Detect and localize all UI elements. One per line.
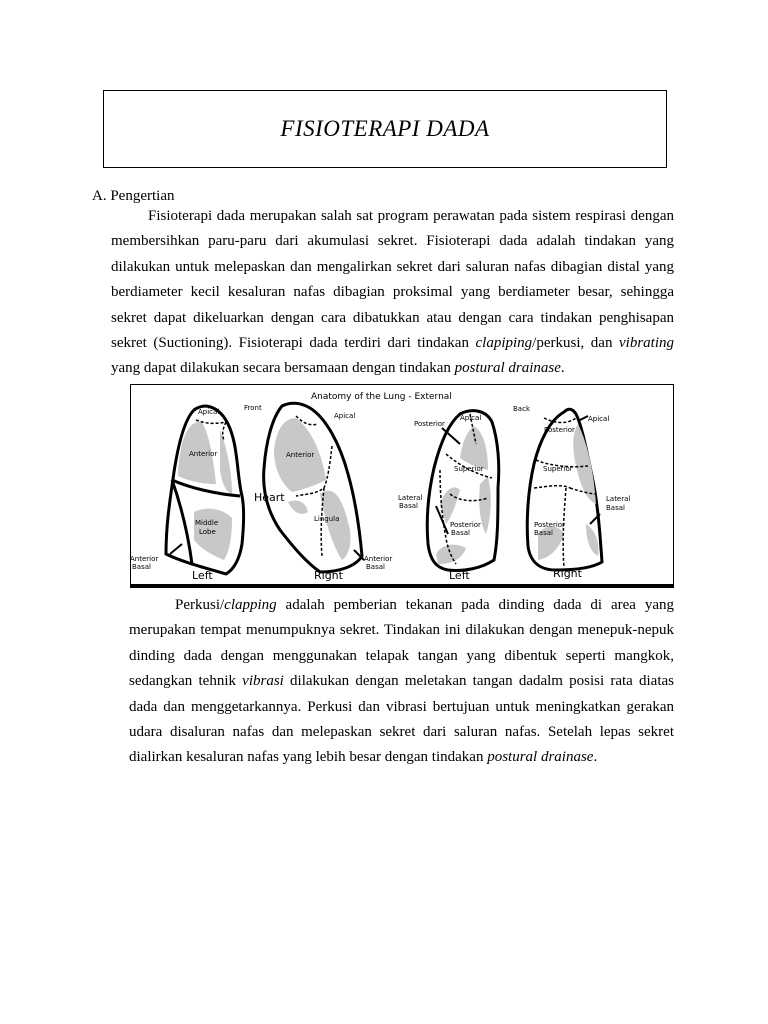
italic-term: postural drainase: [454, 360, 561, 377]
italic-term: vibrating: [619, 335, 675, 352]
label-posterior-basal-right-1: Posterior: [534, 521, 565, 529]
label-anterior-basal-left-1: Anterior: [130, 555, 159, 563]
label-heart: Heart: [254, 491, 285, 504]
label-middle: Middle: [195, 519, 219, 527]
label-posterior-back-left: Posterior: [414, 420, 445, 428]
label-posterior-basal-right-2: Basal: [534, 529, 553, 537]
label-basal-back-left: Basal: [399, 502, 418, 510]
text-run: Perkusi/: [175, 597, 225, 613]
label-apical-back-right: Apical: [588, 415, 610, 423]
label-lateral-back-right: Lateral: [606, 495, 631, 503]
text-run: Fisioterapi dada merupakan salah sat program perawatan pada sistem respirasi dengan membersihkan paru-paru dari akumulasi sekret. Fisioterapi dada adalah tindakan yang dilakukan untuk melepaskan dan mengalirkan sekret dari saluran nafas dibagian distal yang berdiameter kecil kesaluran nafas dibagian proksimal yang berdiameter besar, sehingga sekret dapat dikeluarkan dengan cara dibatukkan atau dengan cara tindakan penghisapan sekret (Suctioning). Fisioterapi dada terdiri dari tindakan: [111, 208, 674, 352]
lung-anatomy-figure: [130, 384, 674, 588]
document-title: FISIOTERAPI DADA: [280, 116, 490, 141]
text-run: yang dapat dilakukan secara bersamaan dengan tindakan: [111, 360, 455, 377]
paragraph-definition: [111, 204, 674, 382]
label-apical-back-left: Apical: [460, 414, 482, 422]
lung-anatomy-svg: [130, 384, 674, 588]
label-left-front: Left: [192, 569, 213, 582]
figure-title: Anatomy of the Lung - External: [311, 392, 452, 402]
italic-term: postural drainase: [487, 749, 594, 766]
label-basal-back-right: Basal: [606, 504, 625, 512]
label-anterior-basal-left-2: Basal: [132, 563, 151, 571]
label-right-back: Right: [553, 567, 582, 580]
text-run: dilakukan dengan meletakan tangan dadalm posisi rata diatas dada dan menggetarkannya. Perkusi dan vibrasi bertujuan untuk meningkatkan gerakan udara disaluran nafas dan melepaskan sekret dari saluran nafas. Setelah lepas sekret dialirkan kesaluran nafas yang lebih besar dengan tindakan: [129, 673, 674, 766]
label-lingula: Lingula: [314, 515, 340, 523]
label-anterior-front-right: Anterior: [286, 451, 315, 459]
text-run: /perkusi, dan: [532, 335, 620, 352]
text-run: adalah pemberian tekanan pada dinding dada di area yang merupakan tempat menumpuknya sekret. Tindakan ini dilakukan dengan menepuk-nepuk dinding dada dengan menggunakan telapak tangan yang dibentuk seperti mangkok, sedangkan tehnik: [129, 597, 674, 690]
title-box: [103, 90, 667, 168]
paragraph-percussion: [129, 593, 674, 771]
label-anterior-front-left: Anterior: [189, 450, 218, 458]
label-apical-front-left: Apical: [198, 408, 220, 416]
label-posterior-basal-left-1: Posterior: [450, 521, 481, 529]
label-front: Front: [244, 404, 262, 412]
label-apical-front-right: Apical: [334, 412, 356, 420]
section-heading: A. Pengertian: [92, 188, 175, 204]
text-run: .: [593, 749, 598, 766]
italic-term: clapping: [224, 597, 277, 613]
label-lateral-back-left: Lateral: [398, 494, 423, 502]
label-superior-back-right: Superior: [543, 465, 573, 473]
label-posterior-basal-left-2: Basal: [451, 529, 470, 537]
label-anterior-basal-right-2: Basal: [366, 563, 385, 571]
label-left-back: Left: [449, 569, 470, 582]
label-lobe: Lobe: [199, 528, 216, 536]
label-back: Back: [513, 405, 530, 413]
text-run: .: [560, 360, 565, 377]
label-anterior-basal-right-1: Anterior: [364, 555, 393, 563]
label-right-front: Right: [314, 569, 343, 582]
italic-term: clapiping: [475, 335, 533, 352]
label-superior-back-left: Superior: [454, 465, 484, 473]
italic-term: vibrasi: [242, 673, 284, 690]
label-posterior-back-right: Posterior: [544, 426, 575, 434]
